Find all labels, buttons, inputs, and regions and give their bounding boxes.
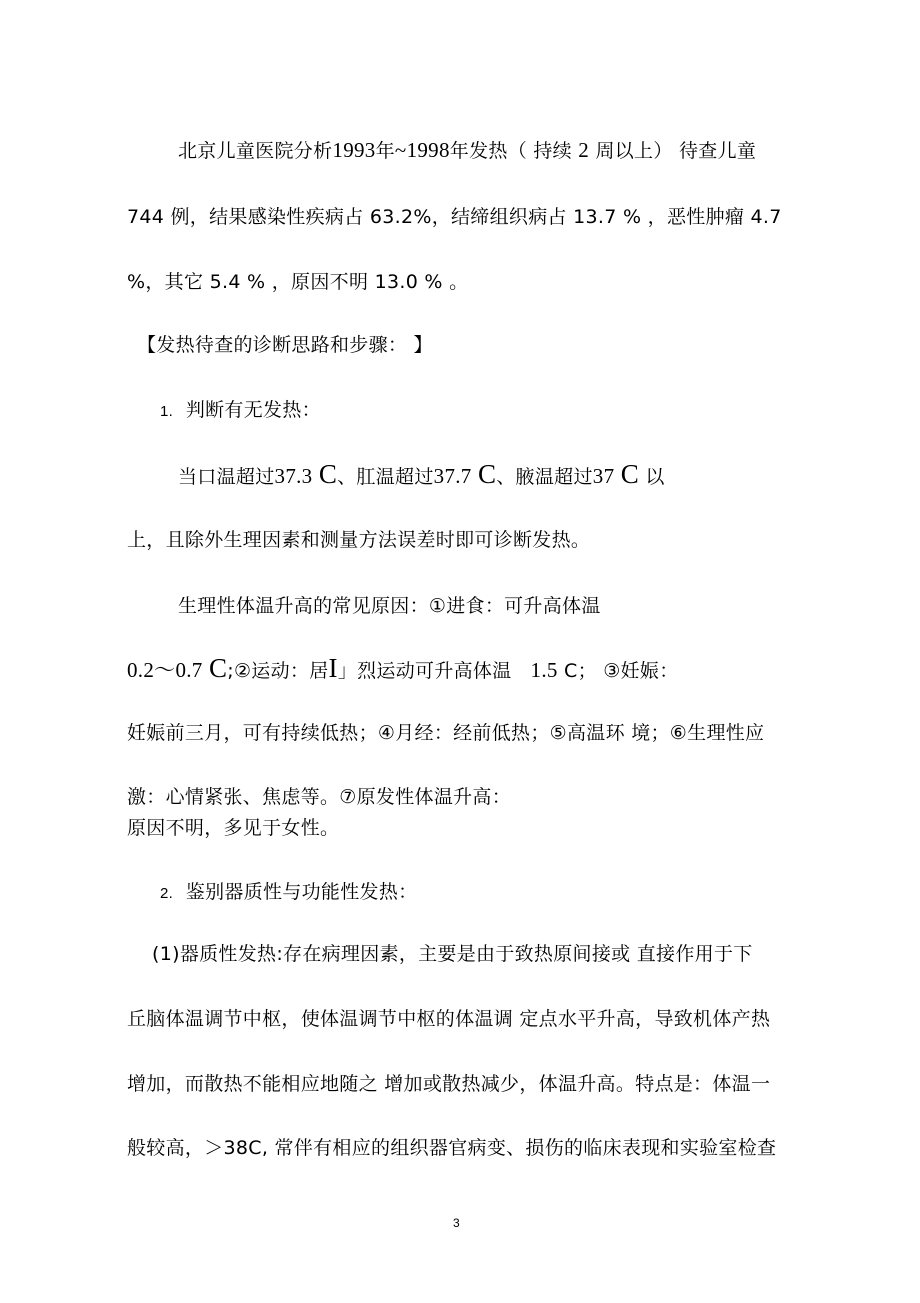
para1-line1 (178, 138, 756, 163)
value: 37 (592, 464, 615, 488)
text: 以 (645, 466, 665, 488)
year: 1993 (332, 138, 376, 162)
step-number: 2. (160, 885, 174, 902)
para1-line2: 744 例，结果感染性疾病占 63.2%，结缔组织病占 13.7 % ，恶性肿瘤 4.7 (127, 206, 782, 228)
text: ③妊娠： (603, 660, 679, 682)
text: 周以上） 待查儿童 (595, 140, 757, 162)
text: 北京儿童医院分析 (178, 140, 333, 162)
physio-line2 (127, 654, 679, 685)
text: 」烈运动可升高体温 (337, 660, 512, 682)
organic-line2: 丘脑体温调节中枢，使体温调节中枢的体温调 定点水平升高，导致机体产热 (127, 1008, 771, 1030)
temp-line2: 上，且除外生理因素和测量方法误差时即可诊断发热。 (127, 529, 591, 551)
text: 年发热（ 持续 (449, 140, 572, 162)
unit: C； (564, 660, 597, 682)
glyph: I (328, 653, 338, 683)
text: 当口温超过 (178, 466, 275, 488)
step1-heading (160, 398, 321, 424)
page-number: 3 (453, 1216, 460, 1230)
text: 、腋温超过 (496, 466, 593, 488)
section-heading: 【发热待查的诊断思路和步骤： 】 (137, 334, 433, 356)
number: 2 (578, 138, 590, 162)
text: 年 (375, 140, 395, 162)
step-title: 鉴别器质性与功能性发热： (185, 881, 418, 903)
unit: C (477, 459, 497, 489)
step-title: 判断有无发热： (185, 399, 321, 421)
step-number: 1. (160, 403, 174, 420)
physio-line5: 原因不明，多见于女性。 (127, 817, 340, 839)
unit: C (208, 653, 228, 683)
physio-line1: 生理性体温升高的常见原因：①进食：可升高体温 (178, 595, 601, 617)
value: 37.3 (274, 464, 313, 488)
value: 0.2～0.7 (127, 658, 203, 682)
organic-line4: 般较高，＞38C, 常伴有相应的组织器官病变、损伤的临床表现和实验室检查 (127, 1137, 777, 1159)
step2-heading (160, 880, 417, 906)
value: 37.7 (433, 464, 472, 488)
para1-line3: %，其它 5.4 % ，原因不明 13.0 % 。 (127, 271, 469, 293)
value: 1.5 (530, 658, 558, 682)
year: ~1998 (394, 138, 450, 162)
organic-line1: (1)器质性发热:存在病理因素，主要是由于致热原间接或 直接作用于下 (152, 943, 753, 965)
unit: C (318, 459, 338, 489)
temp-line1 (178, 460, 665, 491)
text: 、肛温超过 (337, 466, 434, 488)
unit: C (620, 459, 640, 489)
physio-line3: 妊娠前三月，可有持续低热；④月经：经前低热；⑤高温环 境；⑥生理性应 (127, 722, 765, 744)
physio-line4: 激：心情紧张、焦虑等。⑦原发性体温升高： (127, 786, 512, 808)
text: ;②运动：居 (227, 660, 329, 682)
organic-line3: 增加，而散热不能相应地随之 增加或散热减少，体温升高。特点是：体温一 (127, 1073, 771, 1095)
